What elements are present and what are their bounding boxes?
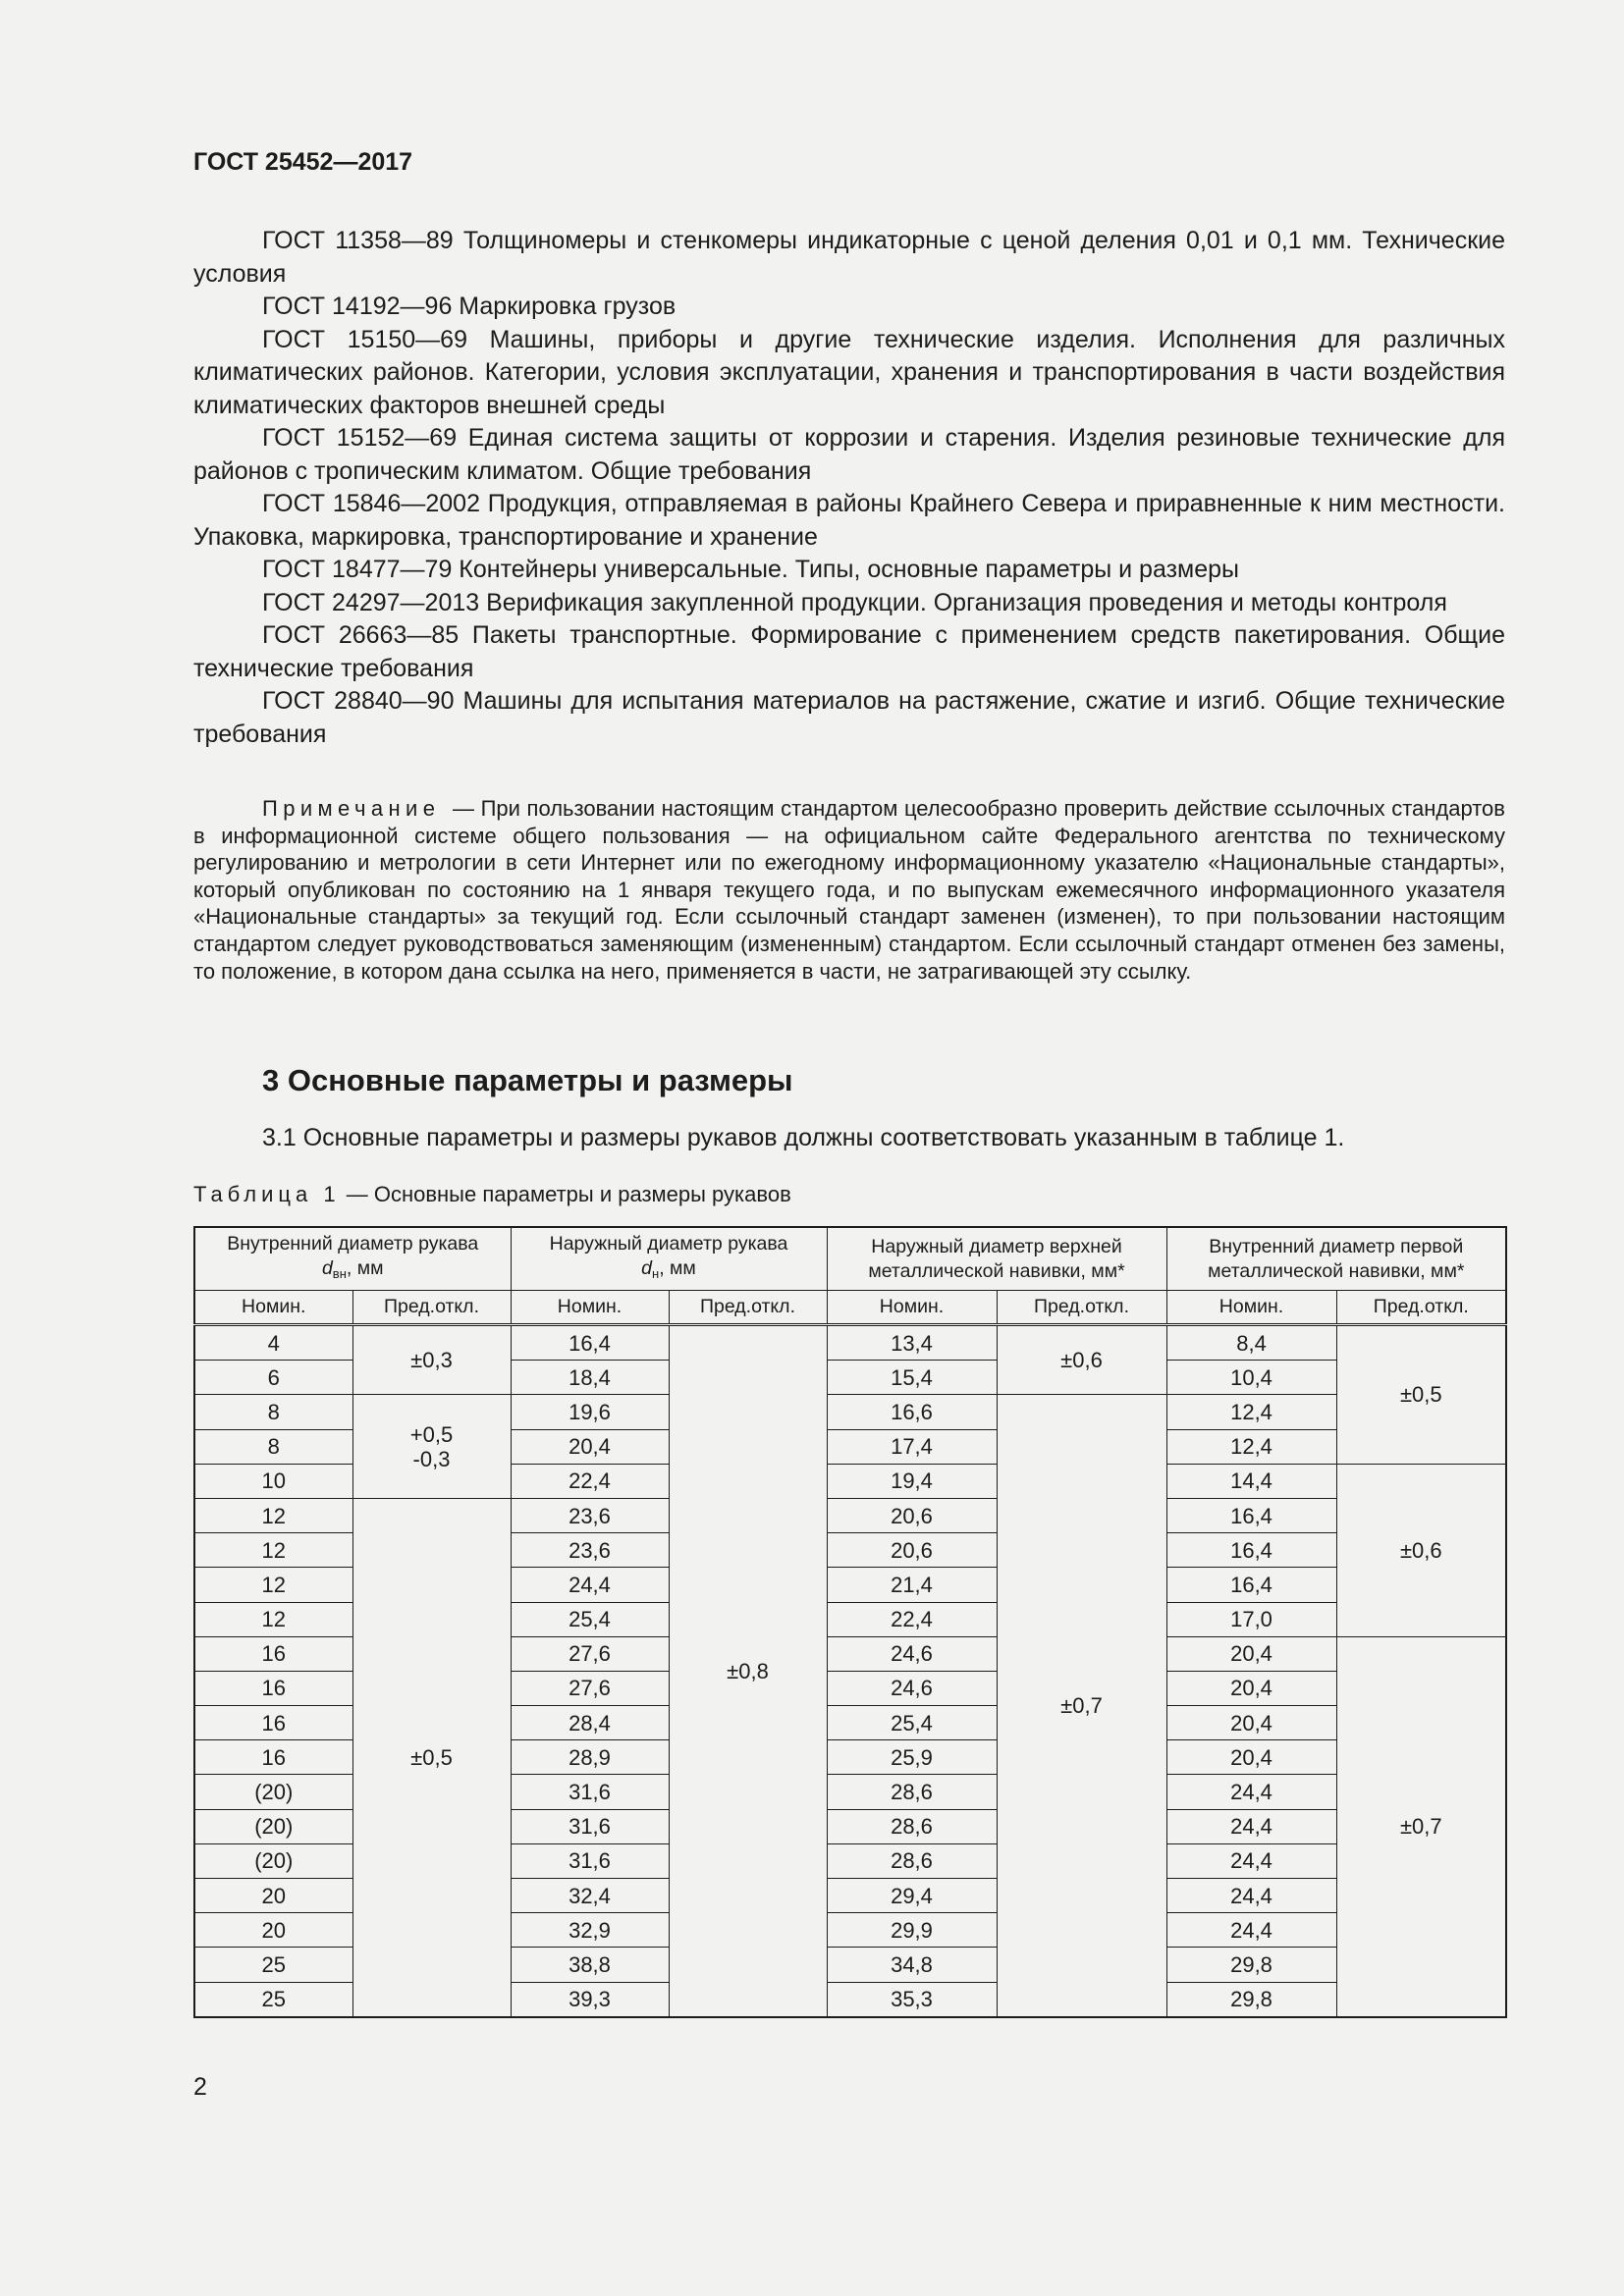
cell-inner-nominal: 12 — [194, 1498, 352, 1532]
cell-outer-nominal: 38,8 — [511, 1948, 669, 1982]
cell-first-winding-tolerance: ±0,6 — [1336, 1464, 1506, 1636]
tolerance-upper: +0,5 — [409, 1421, 454, 1447]
cell-outer-nominal: 28,4 — [511, 1706, 669, 1740]
reference-item: ГОСТ 15150—69 Машины, приборы и другие технические изделия. Исполнения для различных климатических районов. Категории, условия эксплуатации, хранения и транспортирования в части воздействия климатических факторов внешней среды — [193, 325, 1505, 419]
note-label: Примечание — [262, 796, 441, 821]
cell-first-winding-tolerance: ±0,5 — [1336, 1325, 1506, 1465]
reference-item: ГОСТ 24297—2013 Верификация закупленной продукции. Организация проведения и методы контроля — [262, 588, 1447, 616]
cell-first-winding-nominal: 29,8 — [1166, 1982, 1336, 2017]
cell-inner-nominal: 4 — [194, 1325, 352, 1361]
cell-upper-winding-nominal: 28,6 — [827, 1843, 997, 1878]
cell-inner-nominal: 16 — [194, 1636, 352, 1671]
cell-inner-tolerance: ±0,5 — [352, 1498, 511, 2016]
cell-upper-winding-nominal: 29,9 — [827, 1913, 997, 1948]
cell-upper-winding-nominal: 16,6 — [827, 1395, 997, 1429]
cell-inner-nominal: 6 — [194, 1361, 352, 1395]
cell-first-winding-nominal: 20,4 — [1166, 1706, 1336, 1740]
column-group-title: Наружный диаметр верхней — [871, 1235, 1122, 1257]
cell-first-winding-nominal: 20,4 — [1166, 1740, 1336, 1775]
cell-upper-winding-nominal: 35,3 — [827, 1982, 997, 2017]
cell-inner-nominal: 12 — [194, 1533, 352, 1568]
table-caption-text: — Основные параметры и размеры рукавов — [346, 1182, 791, 1206]
column-group-title: металлической навивки, мм* — [868, 1259, 1125, 1282]
note-paragraph — [193, 795, 1505, 985]
column-group-header — [511, 1227, 827, 1291]
cell-inner-nominal: 10 — [194, 1464, 352, 1498]
cell-inner-nominal: (20) — [194, 1775, 352, 1809]
table-row — [194, 1498, 1506, 1532]
cell-first-winding-nominal: 16,4 — [1166, 1498, 1336, 1532]
column-header-tolerance: Пред.откл. — [352, 1291, 511, 1325]
cell-first-winding-nominal: 24,4 — [1166, 1809, 1336, 1843]
column-group-header — [1166, 1227, 1506, 1291]
cell-upper-winding-nominal: 29,4 — [827, 1879, 997, 1913]
cell-inner-nominal: 8 — [194, 1429, 352, 1464]
column-group-title: металлической навивки, мм* — [1208, 1259, 1465, 1282]
column-group-title: Внутренний диаметр рукава — [227, 1233, 479, 1255]
cell-outer-nominal: 23,6 — [511, 1533, 669, 1568]
cell-inner-nominal: 20 — [194, 1879, 352, 1913]
column-group-title: Наружный диаметр рукава — [549, 1233, 788, 1255]
table-caption — [193, 1182, 791, 1207]
cell-inner-nominal: 20 — [194, 1913, 352, 1948]
cell-outer-tolerance: ±0,8 — [669, 1325, 827, 2017]
cell-first-winding-nominal: 20,4 — [1166, 1636, 1336, 1671]
cell-first-winding-nominal: 24,4 — [1166, 1775, 1336, 1809]
note-text: — При пользовании настоящим стандартом целесообразно проверить действие ссылочных стандартов в информационной системе общего пользования — на официальном сайте Федерального агентства по техническому регулированию и метрологии в сети Интернет или по ежегодному информационному указателю «Национальные стандарты», который опубликован по состоянию на 1 января текущего года, и по выпускам ежемесячного информационного указателя «Национальные стандарты» за текущий год. Если ссылочный стандарт заменен (изменен), то при пользовании настоящим стандартом следует руководствоваться заменяющим (измененным) стандартом. Если ссылочный стандарт отменен без замены, то положение, в котором дана ссылка на него, применяется в части, не затрагивающей эту ссылку. — [193, 796, 1505, 984]
cell-outer-nominal: 32,4 — [511, 1879, 669, 1913]
cell-upper-winding-nominal: 25,9 — [827, 1740, 997, 1775]
column-group-title: Внутренний диаметр первой — [1209, 1235, 1464, 1257]
cell-inner-nominal: (20) — [194, 1809, 352, 1843]
cell-inner-tolerance — [352, 1395, 511, 1499]
column-group-subscript: н — [652, 1266, 660, 1281]
cell-upper-winding-nominal: 24,6 — [827, 1671, 997, 1705]
cell-outer-nominal: 27,6 — [511, 1671, 669, 1705]
column-header-tolerance: Пред.откл. — [997, 1291, 1166, 1325]
column-group-header — [827, 1227, 1166, 1291]
cell-outer-nominal: 31,6 — [511, 1843, 669, 1878]
cell-outer-nominal: 32,9 — [511, 1913, 669, 1948]
column-header-nominal: Номин. — [194, 1291, 352, 1325]
cell-outer-nominal: 22,4 — [511, 1464, 669, 1498]
cell-first-winding-nominal: 24,4 — [1166, 1913, 1336, 1948]
cell-first-winding-nominal: 10,4 — [1166, 1361, 1336, 1395]
column-group-unit: , мм — [659, 1257, 696, 1279]
column-group-subscript: вн — [332, 1266, 347, 1281]
cell-inner-nominal: 16 — [194, 1706, 352, 1740]
cell-first-winding-nominal: 12,4 — [1166, 1395, 1336, 1429]
cell-inner-tolerance: ±0,3 — [352, 1325, 511, 1395]
cell-upper-winding-nominal: 25,4 — [827, 1706, 997, 1740]
cell-outer-nominal: 39,3 — [511, 1982, 669, 2017]
cell-first-winding-nominal: 17,0 — [1166, 1602, 1336, 1636]
cell-inner-nominal: 25 — [194, 1948, 352, 1982]
column-header-tolerance: Пред.откл. — [1336, 1291, 1506, 1325]
section-heading: 3 Основные параметры и размеры — [262, 1063, 793, 1097]
table-row — [194, 1395, 1506, 1429]
reference-item: ГОСТ 15846—2002 Продукция, отправляемая в районы Крайнего Севера и приравненные к ним местности. Упаковка, маркировка, транспортирование и хранение — [193, 490, 1505, 551]
cell-outer-nominal: 31,6 — [511, 1775, 669, 1809]
cell-first-winding-tolerance: ±0,7 — [1336, 1636, 1506, 2017]
cell-outer-nominal: 18,4 — [511, 1361, 669, 1395]
cell-upper-winding-nominal: 21,4 — [827, 1568, 997, 1602]
reference-item: ГОСТ 28840—90 Машины для испытания материалов на растяжение, сжатие и изгиб. Общие технические требования — [193, 687, 1505, 748]
cell-upper-winding-nominal: 15,4 — [827, 1361, 997, 1395]
cell-inner-nominal: 25 — [194, 1982, 352, 2017]
column-group-symbol: d — [641, 1257, 652, 1279]
table-row — [194, 1325, 1506, 1361]
cell-upper-winding-nominal: 17,4 — [827, 1429, 997, 1464]
cell-upper-winding-tolerance: ±0,6 — [997, 1325, 1166, 1395]
reference-item: ГОСТ 11358—89 Толщиномеры и стенкомеры индикаторные с ценой деления 0,01 и 0,1 мм. Технические условия — [193, 227, 1505, 288]
column-group-unit: , мм — [346, 1257, 384, 1279]
section-paragraph: 3.1 Основные параметры и размеры рукавов должны соответствовать указанным в таблице 1. — [262, 1124, 1345, 1151]
cell-first-winding-nominal: 16,4 — [1166, 1533, 1336, 1568]
reference-item: ГОСТ 18477—79 Контейнеры универсальные. Типы, основные параметры и размеры — [262, 556, 1239, 583]
cell-inner-nominal: 12 — [194, 1602, 352, 1636]
cell-first-winding-nominal: 24,4 — [1166, 1879, 1336, 1913]
cell-inner-nominal: 8 — [194, 1395, 352, 1429]
reference-item: ГОСТ 14192—96 Маркировка грузов — [262, 293, 677, 320]
cell-outer-nominal: 25,4 — [511, 1602, 669, 1636]
cell-upper-winding-nominal: 19,4 — [827, 1464, 997, 1498]
cell-upper-winding-nominal: 22,4 — [827, 1602, 997, 1636]
column-header-nominal: Номин. — [511, 1291, 669, 1325]
cell-inner-nominal: 16 — [194, 1671, 352, 1705]
cell-first-winding-nominal: 24,4 — [1166, 1843, 1336, 1878]
reference-item: ГОСТ 15152—69 Единая система защиты от коррозии и старения. Изделия резиновые технические для районов с тропическим климатом. Общие требования — [193, 424, 1505, 485]
cell-upper-winding-nominal: 34,8 — [827, 1948, 997, 1982]
cell-upper-winding-nominal: 20,6 — [827, 1498, 997, 1532]
cell-upper-winding-nominal: 28,6 — [827, 1775, 997, 1809]
cell-first-winding-nominal: 14,4 — [1166, 1464, 1336, 1498]
cell-upper-winding-tolerance: ±0,7 — [997, 1395, 1166, 2017]
cell-outer-nominal: 23,6 — [511, 1498, 669, 1532]
column-header-tolerance: Пред.откл. — [669, 1291, 827, 1325]
page-number: 2 — [193, 2073, 207, 2101]
cell-outer-nominal: 20,4 — [511, 1429, 669, 1464]
cell-upper-winding-nominal: 28,6 — [827, 1809, 997, 1843]
cell-first-winding-nominal: 20,4 — [1166, 1671, 1336, 1705]
cell-outer-nominal: 27,6 — [511, 1636, 669, 1671]
cell-inner-nominal: (20) — [194, 1843, 352, 1878]
parameters-table-container — [193, 1226, 1505, 2018]
column-header-nominal: Номин. — [1166, 1291, 1336, 1325]
cell-first-winding-nominal: 8,4 — [1166, 1325, 1336, 1361]
column-group-header — [194, 1227, 511, 1291]
normative-references-list — [193, 225, 1505, 751]
cell-outer-nominal: 19,6 — [511, 1395, 669, 1429]
cell-outer-nominal: 28,9 — [511, 1740, 669, 1775]
column-header-nominal: Номин. — [827, 1291, 997, 1325]
cell-outer-nominal: 31,6 — [511, 1809, 669, 1843]
cell-inner-nominal: 12 — [194, 1568, 352, 1602]
cell-outer-nominal: 16,4 — [511, 1325, 669, 1361]
cell-inner-nominal: 16 — [194, 1740, 352, 1775]
cell-first-winding-nominal: 12,4 — [1166, 1429, 1336, 1464]
cell-first-winding-nominal: 29,8 — [1166, 1948, 1336, 1982]
document-code-header: ГОСТ 25452—2017 — [193, 148, 413, 176]
reference-item: ГОСТ 26663—85 Пакеты транспортные. Формирование с применением средств пакетирования. Общие технические требования — [193, 621, 1505, 682]
cell-outer-nominal: 24,4 — [511, 1568, 669, 1602]
cell-upper-winding-nominal: 24,6 — [827, 1636, 997, 1671]
table-caption-label: Таблица 1 — [193, 1182, 341, 1206]
column-group-symbol: d — [321, 1257, 333, 1279]
hose-parameters-table — [193, 1226, 1507, 2018]
tolerance-lower: -0,3 — [412, 1446, 451, 1471]
cell-first-winding-nominal: 16,4 — [1166, 1568, 1336, 1602]
cell-upper-winding-nominal: 20,6 — [827, 1533, 997, 1568]
cell-upper-winding-nominal: 13,4 — [827, 1325, 997, 1361]
